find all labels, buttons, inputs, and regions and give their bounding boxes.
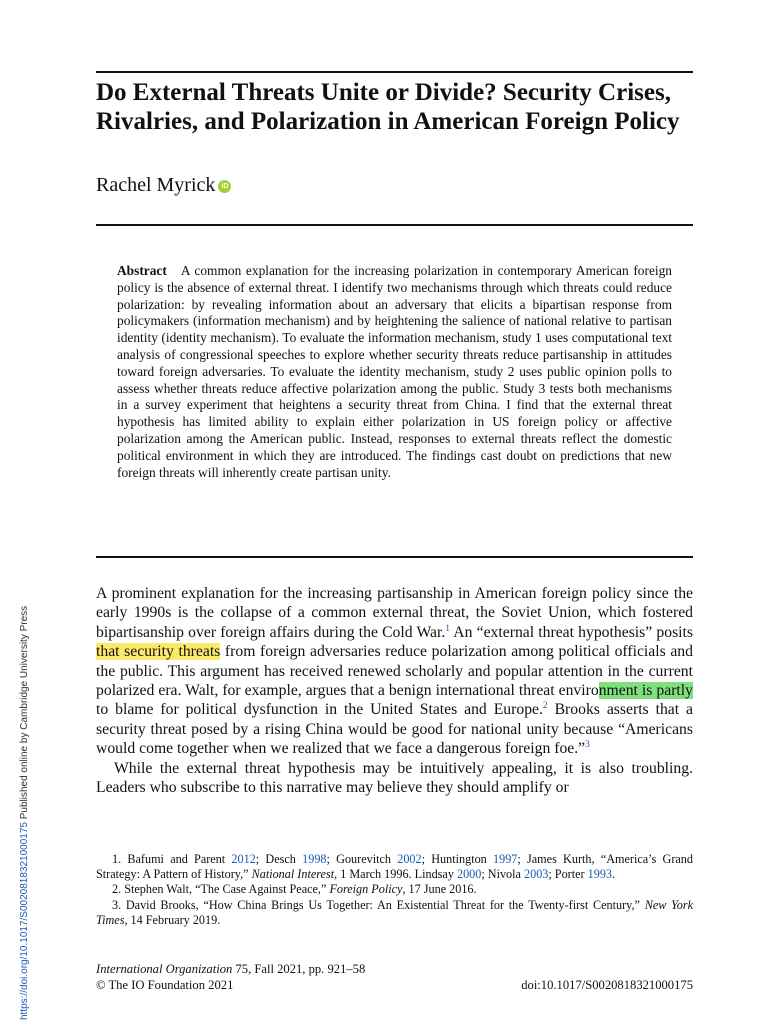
abstract-bottom-rule	[96, 556, 693, 558]
footnote-ref-2[interactable]: 2	[542, 701, 548, 712]
footnote-1: 1. Bafumi and Parent 2012; Desch 1998; Gourevitch 2002; Huntington 1997; James Kurth, “America’s Grand Strategy: A Pattern of History,” National Interest, 1 March 1996. Lindsay 2000; Nivola 2003; Porter 1993.	[96, 852, 693, 882]
journal-name: Foreign Policy	[329, 882, 403, 897]
abstract	[117, 263, 672, 481]
body-text	[96, 584, 693, 797]
citation-link[interactable]: 1997	[493, 852, 518, 866]
abstract-top-rule	[96, 224, 693, 226]
footer-copyright: © The IO Foundation 2021	[96, 978, 234, 992]
citation-link[interactable]: 2002	[397, 852, 422, 866]
citation-link[interactable]: 2000	[456, 867, 482, 882]
footnote-ref-1[interactable]: 1	[445, 623, 450, 634]
orcid-icon[interactable]: iD	[218, 180, 231, 193]
citation-link[interactable]: 2012	[231, 852, 256, 866]
journal-name: New York Times,	[96, 897, 694, 927]
footnotes	[96, 852, 693, 928]
highlight-yellow[interactable]: that security threats	[96, 643, 221, 661]
journal-name: National Interest	[251, 867, 335, 882]
body-paragraph-1: A prominent explanation for the increasing partisanship in American foreign policy since the early 1990s is the collapse of a common external threat, the Soviet Union, which fostered bipartisanship over foreign affairs during the Cold War.$^1$ An “external threat hypothesis” posits that security threats from foreign adversaries reduce polarization among political officials and the public. This argument has received renewed scholarly and popular attention in the current polarized era. Walt, for example, argues that a benign international threat environment is partly to blame for political dysfunction in the United States and Europe.$^2$ Brooks asserts that a security threat posed by a rising China would be good for national unity because “Americans would come together when we realized that we face a dangerous foreign foe.”$^3$	[96, 585, 693, 758]
body-paragraph-2: While the external threat hypothesis may be intuitively appealing, it is also troubling. Leaders who subscribe to this narrative may believe they should amplify or	[96, 759, 693, 797]
citation-link[interactable]: 1993	[587, 867, 613, 882]
abstract-label: Abstract	[117, 263, 167, 278]
article-title: Do External Threats Unite or Divide? Security Crises, Rivalries, and Polarization in American Foreign Policy	[96, 79, 680, 135]
footer-journal-line	[96, 961, 365, 977]
citation-link[interactable]: 1998	[302, 852, 327, 866]
footnote-3: 3. David Brooks, “How China Brings Us Together: An Existential Threat for the Twenty-first Century,” New York Times, 14 February 2019.	[96, 897, 694, 927]
footer-issue: 75, Fall 2021, pp. 921–58	[232, 962, 366, 976]
footnote-ref-3[interactable]: 3	[585, 740, 590, 751]
side-publication-note	[19, 606, 30, 1020]
citation-link[interactable]: 2003	[524, 867, 549, 882]
side-published-text: Published online by Cambridge University Press	[19, 605, 30, 823]
top-rule	[96, 71, 693, 73]
footnote-2: 2. Stephen Walt, “The Case Against Peace,” Foreign Policy, 17 June 2016.	[112, 882, 477, 897]
footer-journal: International Organization	[96, 962, 233, 976]
side-doi-link[interactable]: https://doi.org/10.1017/S0020818321000175	[19, 822, 30, 1020]
highlight-green[interactable]: nment is partly	[598, 682, 693, 700]
footer-citation	[96, 961, 365, 993]
footer-doi[interactable]: doi:10.1017/S0020818321000175	[521, 978, 693, 992]
author-line	[96, 172, 231, 198]
abstract-text: A common explanation for the increasing polarization in contemporary American foreign policy is the absence of external threat. I identify two mechanisms through which threats could reduce polarization: by revealing information about an adversary that elicits a bipartisan response from policymakers (information mechanism) and by heightening the salience of national relative to partisan identity (identity mechanism). To evaluate the information mechanism, study 1 uses computational text analysis of congressional speeches to explore whether security threats reduce partisanship in attitudes toward foreign adversaries. To evaluate the identity mechanism, study 2 uses public opinion polls to assess whether threats reduce affective polarization among the public. Study 3 tests both mechanisms in a survey experiment that heightens a security threat from China. I find that the external threat hypothesis has limited ability to explain either polarization in US foreign policy or affective polarization among the American public. Instead, responses to external threats reflect the domestic political environment in which they are introduced. The findings cast doubt on predictions that new foreign threats will inherently create partisan unity.	[117, 263, 672, 480]
author-name[interactable]: Rachel Myrick	[96, 174, 216, 196]
